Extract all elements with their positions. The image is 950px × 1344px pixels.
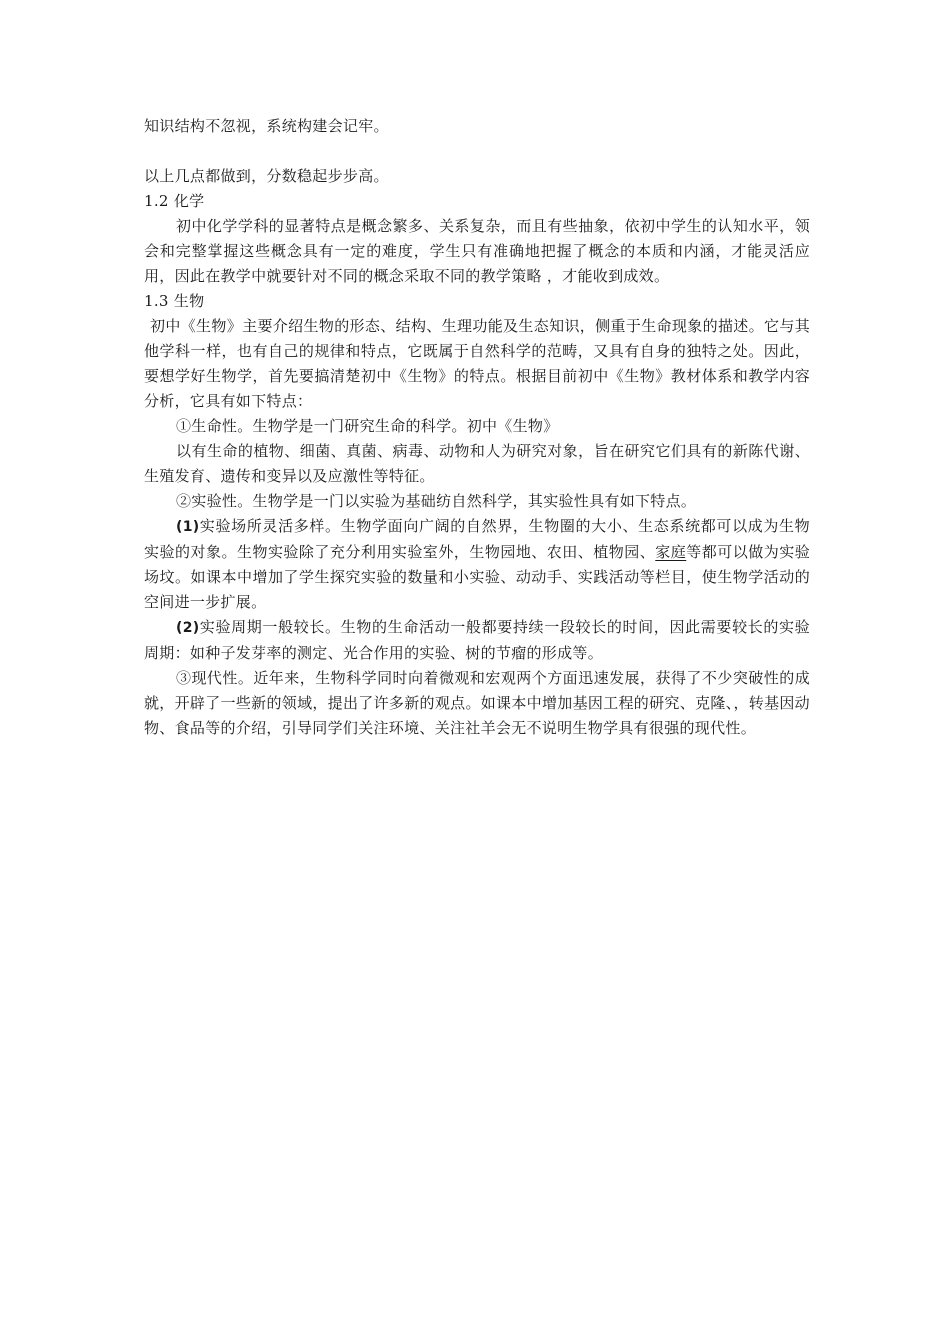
document-body xyxy=(144,114,810,741)
experiment-2-text: 实验周期一般较长。生物的生命活动一般都要持续一段较长的时间，因此需要较长的实验周期：如种子发芽率的测定、光合作用的实验、树的节瘤的形成等。 xyxy=(144,618,810,662)
paragraph-experiment-2 xyxy=(144,615,810,666)
paragraph-knowledge: 知识结构不忽视，系统构建会记牢。 xyxy=(144,117,389,135)
underlined-word-family: 家庭 xyxy=(655,543,687,561)
paragraph-life-body: 以有生命的植物、细菌、真菌、病毒、动物和人为研究对象，旨在研究它们具有的新陈代谢、生殖发育、遗传和变异以及应激性等特征。 xyxy=(144,442,810,485)
paragraph-chemistry: 初中化学学科的显著特点是概念繁多、关系复杂，而且有些抽象，依初中学生的认知水平，领会和完整掌握这些概念具有一定的难度，学生只有准确地把握了概念的本质和内涵，才能灵活应用，因此在教学中就要针对不同的概念采取不同的教学策略 ，才能收到成效。 xyxy=(144,217,810,285)
paragraph-experiment-1 xyxy=(144,514,810,615)
section-heading-biology: 1.3 生物 xyxy=(144,292,205,310)
experiment-1-text-b: 等都可以做为实验场坟。如课本中增加了学生探究实验的数量和小实验、动动手、实践活动等栏目，使生物学活动的空间进一步扩展。 xyxy=(144,543,810,611)
section-heading-chemistry: 1.2 化学 xyxy=(144,192,205,210)
blank-line xyxy=(144,139,810,164)
experiment-1-text-a: 实验场所灵活多样。生物学面向广阔的自然界，生物圈的大小、生态系统都可以成为生物实验的对象。生物实验除了充分利用实验室外，生物园地、农田、植物园、 xyxy=(144,517,810,561)
paragraph-summary: 以上几点都做到，分数稳起步步高。 xyxy=(144,167,389,185)
paragraph-modern: ③现代性。近年来，生物科学同时向着微观和宏观两个方面迅速发展，获得了不少突破性的成就，开辟了一些新的领域，提出了许多新的观点。如课本中增加基因工程的研究、克隆、，转基因动物、食品等的介绍，引导同学们关注环境、关注社羊会无不说明生物学具有很强的现代性。 xyxy=(144,669,810,737)
item-number-1: (1) xyxy=(176,519,200,535)
paragraph-biology-intro: 初中《生物》主要介绍生物的形态、结构、生理功能及生态知识，侧重于生命现象的描述。它与其他学科一样，也有自己的规律和特点，它既属于自然科学的范畴，又具有自身的独特之处。因此，要想学好生物学，首先要搞清楚初中《生物》的特点。根据目前初中《生物》教材体系和教学内容分析，它具有如下特点： xyxy=(144,317,810,410)
paragraph-life-title: ①生命性。生物学是一门研究生命的科学。初中《生物》 xyxy=(176,417,559,435)
item-number-2: (2) xyxy=(176,620,200,636)
paragraph-experiment-title: ②实验性。生物学是一门以实验为基础纺自然科学，其实验性具有如下特点。 xyxy=(176,492,697,510)
